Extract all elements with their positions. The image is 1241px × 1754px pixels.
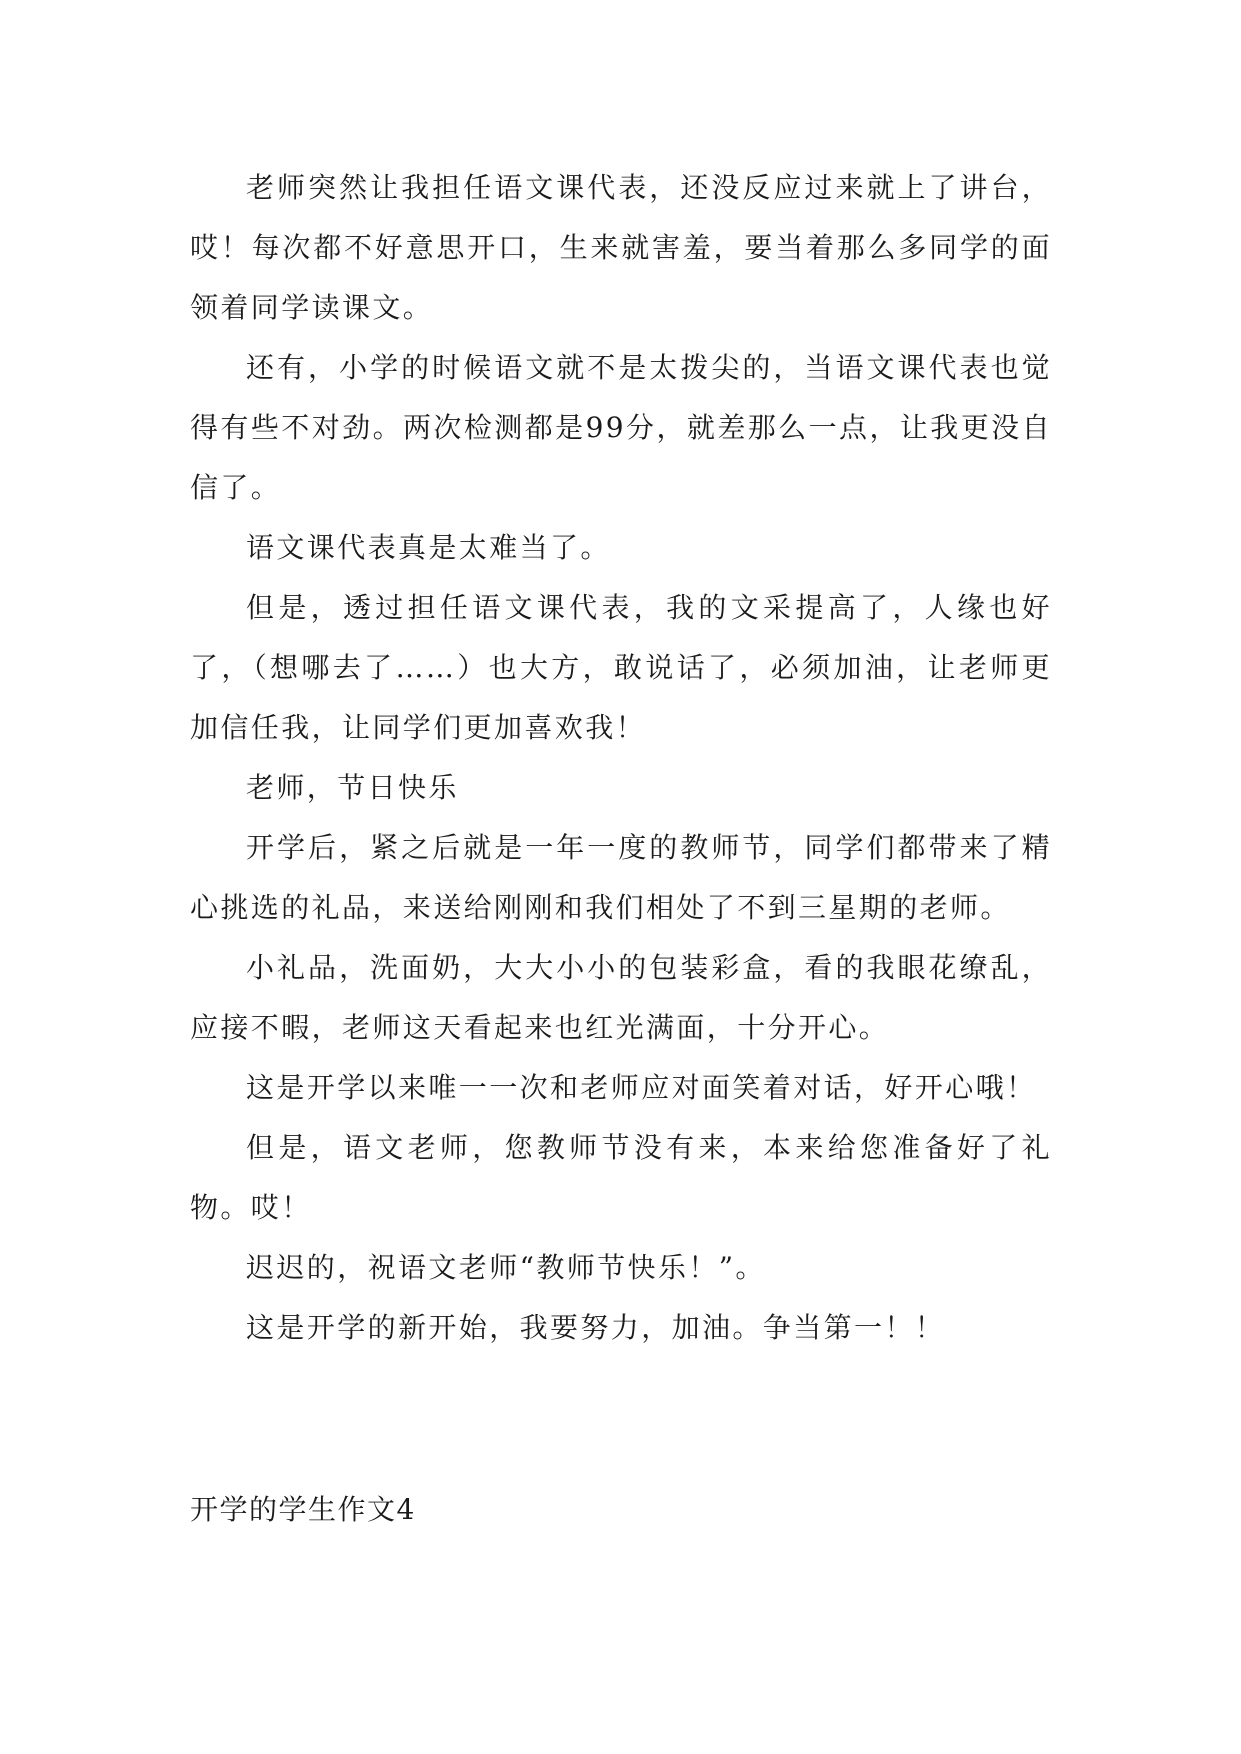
section-title: 开学的学生作文4: [190, 1493, 416, 1526]
paragraph: 但是，透过担任语文课代表，我的文采提高了，人缘也好了，（想哪去了……）也大方，敢说话了，必须加油，让老师更加信任我，让同学们更加喜欢我！: [190, 591, 1052, 744]
paragraph: 老师突然让我担任语文课代表，还没反应过来就上了讲台，哎！每次都不好意思开口，生来就害羞，要当着那么多同学的面领着同学读课文。: [190, 171, 1052, 324]
paragraph: 小礼品，洗面奶，大大小小的包装彩盒，看的我眼花缭乱，应接不暇，老师这天看起来也红光满面，十分开心。: [190, 951, 1052, 1044]
paragraph: 迟迟的，祝语文老师“教师节快乐！”。: [246, 1251, 766, 1284]
paragraph: 但是，语文老师，您教师节没有来，本来给您准备好了礼物。哎！: [190, 1131, 1052, 1224]
paragraph: 开学后，紧之后就是一年一度的教师节，同学们都带来了精心挑选的礼品，来送给刚刚和我们相处了不到三星期的老师。: [190, 831, 1052, 924]
paragraph: 还有，小学的时候语文就不是太拨尖的，当语文课代表也觉得有些不对劲。两次检测都是99分，就差那么一点，让我更没自信了。: [190, 351, 1052, 504]
paragraph: 这是开学以来唯一一次和老师应对面笑着对话，好开心哦！: [246, 1071, 1037, 1104]
paragraph-subheading: 老师，节日快乐: [246, 771, 459, 804]
paragraph: 这是开学的新开始，我要努力，加油。争当第一！！: [246, 1311, 946, 1344]
paragraph: 语文课代表真是太难当了。: [246, 531, 611, 564]
essay-body: [190, 158, 1052, 1358]
